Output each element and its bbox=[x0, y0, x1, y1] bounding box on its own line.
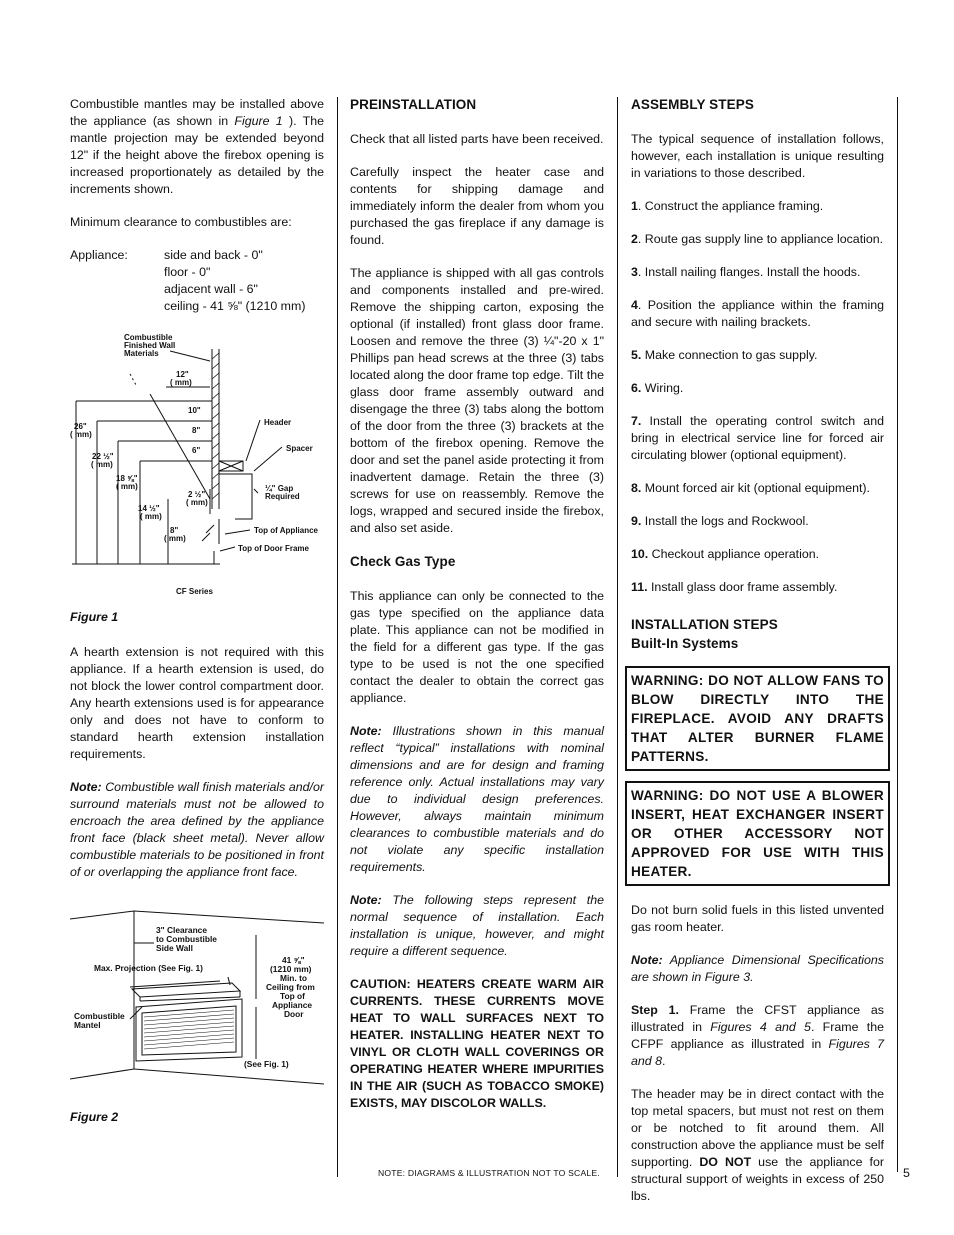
heading-installation-steps: INSTALLATION STEPS bbox=[631, 617, 778, 632]
note-combustible-wall: Note: Combustible wall finish materials and/or surround materials must not be allowed to encroach the area defined by the appliance front face (black sheet metal). Never allow combustible materials to be positioned in front of or overlapping the appliance front face. bbox=[70, 780, 324, 879]
svg-text:Finished Wall: Finished Wall bbox=[124, 341, 176, 350]
svg-text:14 ½": 14 ½" bbox=[138, 504, 160, 513]
svg-text:Min. to: Min. to bbox=[280, 973, 307, 983]
svg-text:( mm): ( mm) bbox=[140, 512, 162, 521]
svg-text:12": 12" bbox=[176, 370, 189, 379]
svg-text:Side Wall: Side Wall bbox=[156, 943, 193, 953]
mantle-paragraph: Combustible mantles may be installed above the appliance (as shown in Figure 1 ). The mantle projection may be extended beyond 12" if the height above the firebox opening is increased proportionately as detailed by the increments shown. bbox=[70, 97, 324, 196]
list-item: 8. Mount forced air kit (optional equipment). bbox=[631, 481, 870, 495]
svg-text:to Combustible: to Combustible bbox=[156, 934, 217, 944]
heading-built-in-systems: Built-In Systems bbox=[631, 636, 739, 651]
column-divider-3 bbox=[897, 97, 898, 1172]
svg-text:8": 8" bbox=[192, 426, 201, 435]
inspect-paragraph: Carefully inspect the heater case and contents for shipping damage and immediately inform the dealer from whom you purchased the gas fireplace if any damage is found. bbox=[350, 165, 604, 247]
clearance-value-side: side and back - 0" bbox=[164, 248, 263, 262]
hearth-paragraph: A hearth extension is not required with this appliance. If a hearth extension is used, do not block the lower control compartment door. Any hearth extensions used is for appearance only and does not have to conform to standard hearth extension installation requirements. bbox=[70, 645, 324, 761]
svg-text:10": 10" bbox=[188, 406, 201, 415]
gas-type-paragraph: This appliance can only be connected to the gas type specified on the appliance data plate. This appliance can not be modified in the field for a different gas type. If the gas type to be used is not the one specified contact the dealer to obtain the correct gas appliance. bbox=[350, 589, 604, 705]
svg-text:41 ⅝": 41 ⅝" bbox=[282, 955, 305, 965]
column-divider-1 bbox=[337, 97, 338, 1177]
svg-text:Top of Door Frame: Top of Door Frame bbox=[238, 544, 309, 553]
assembly-steps-list bbox=[631, 198, 884, 596]
svg-text:8": 8" bbox=[170, 526, 179, 535]
shipping-paragraph: The appliance is shipped with all gas controls and components installed and pre-wired. Remove the shipping carton, exposing the optional (if installed) front glass door frame. Loosen and remove the three (3) ¼"-20 x 1" Phillips pan head screws at the three (3) tabs located along the door frame top edge. Tilt the glass door frame assembly outward and disengage the three (3) tabs along the bottom of the door from the three (3) brackets at the bottom of the firebox opening. Remove the door and set the panel aside protecting it from inadvertent damage. Retain the three (3) screws for use on reassembly. Remove the logs, wrapped and secured inside the firebox, and also set aside. bbox=[350, 266, 604, 535]
svg-text:¼" Gap: ¼" Gap bbox=[265, 484, 294, 493]
clearance-intro: Minimum clearance to combustibles are: bbox=[70, 215, 292, 229]
column-right bbox=[631, 96, 884, 1221]
figure-2-diagram bbox=[70, 909, 324, 1087]
note-sequence: Note: The following steps represent the normal sequence of installation. Each installation is unique, however, and might require a different sequence. bbox=[350, 893, 604, 958]
svg-text:( mm): ( mm) bbox=[70, 430, 92, 439]
svg-text:Header: Header bbox=[264, 418, 292, 427]
heading-check-gas-type: Check Gas Type bbox=[350, 554, 456, 569]
svg-text:( mm): ( mm) bbox=[186, 498, 208, 507]
parts-check-paragraph: Check that all listed parts have been received. bbox=[350, 132, 604, 146]
note-illustrations: Note: Illustrations shown in this manual reflect “typical” installations with nominal dimensions and are for design and framing reference only. Actual installations may vary due to individual design preferences. However, always maintain minimum clearances to combustible materials and do not violate any specific installation requirements. bbox=[350, 724, 604, 874]
page-number: 5 bbox=[903, 1166, 910, 1180]
svg-text:Ceiling from: Ceiling from bbox=[266, 982, 315, 992]
footer-scale-note: NOTE: DIAGRAMS & ILLUSTRATION NOT TO SCALE. bbox=[378, 1168, 600, 1178]
svg-text:CF Series: CF Series bbox=[176, 587, 213, 596]
clearance-label: Appliance: bbox=[70, 248, 128, 262]
svg-text:Required: Required bbox=[265, 492, 300, 501]
figure-1-caption: Figure 1 bbox=[70, 610, 119, 624]
list-item: 7. Install the operating control switch and bring in electrical service line for forced air circulating blower (optional equipment). bbox=[631, 414, 884, 462]
list-item: 1. Construct the appliance framing. bbox=[631, 199, 824, 213]
svg-text:Combustible: Combustible bbox=[74, 1011, 125, 1021]
svg-text:3" Clearance: 3" Clearance bbox=[156, 925, 207, 935]
list-item: 9. Install the logs and Rockwool. bbox=[631, 514, 809, 528]
svg-text:Door: Door bbox=[284, 1009, 304, 1019]
list-item: 2. Route gas supply line to appliance location. bbox=[631, 232, 884, 246]
caution-warm-air: CAUTION: HEATERS CREATE WARM AIR CURRENTS. THESE CURRENTS MOVE HEAT TO WALL SURFACES NEXT TO HEATER. INSTALLING HEATER NEXT TO VINYL OR CLOTH WALL COVERINGS OR OPERATING HEATER WHERE IMPURITIES IN THE AIR (SUCH AS TOBACCO SMOKE) EXISTS, MAY DISCOLOR WALLS. bbox=[350, 977, 604, 1110]
clearance-value-wall: adjacent wall - 6" bbox=[164, 282, 258, 296]
step-1-paragraph: Step 1. Frame the CFST appliance as illustrated in Figures 4 and 5. Frame the CFPF appliance as illustrated in Figures 7 and 8. bbox=[631, 1003, 884, 1068]
svg-text:Spacer: Spacer bbox=[286, 444, 313, 453]
list-item: 11. Install glass door frame assembly. bbox=[631, 580, 838, 594]
svg-text:( mm): ( mm) bbox=[116, 482, 138, 491]
svg-text:( mm): ( mm) bbox=[91, 460, 113, 469]
clearance-value-floor: floor - 0" bbox=[164, 265, 211, 279]
svg-text:Mantel: Mantel bbox=[74, 1020, 101, 1030]
list-item: 10. Checkout appliance operation. bbox=[631, 547, 820, 561]
assembly-intro: The typical sequence of installation follows, however, each installation is unique resulting in variations to those described. bbox=[631, 132, 884, 180]
figure-2-caption: Figure 2 bbox=[70, 1110, 119, 1124]
svg-text:26": 26" bbox=[74, 422, 87, 431]
solid-fuel-paragraph: Do not burn solid fuels in this listed unvented gas room heater. bbox=[631, 903, 884, 934]
svg-text:Top of Appliance: Top of Appliance bbox=[254, 526, 318, 535]
column-middle bbox=[350, 96, 604, 1128]
column-divider-2 bbox=[617, 97, 618, 1177]
figure-1-diagram bbox=[70, 329, 324, 601]
column-left bbox=[70, 96, 324, 1126]
svg-text:6": 6" bbox=[192, 446, 201, 455]
heading-preinstallation: PREINSTALLATION bbox=[350, 97, 477, 112]
warning-blower-box: WARNING: DO NOT USE A BLOWER INSERT, HEAT EXCHANGER INSERT OR OTHER ACCESSORY NOT APPROVED FOR USE WITH THIS HEATER. bbox=[625, 781, 890, 886]
warning-fans-box: WARNING: DO NOT ALLOW FANS TO BLOW DIRECTLY INTO THE FIREPLACE. AVOID ANY DRAFTS THAT ALTER BURNER FLAME PATTERNS. bbox=[625, 666, 890, 771]
svg-text:2 ½": 2 ½" bbox=[188, 490, 206, 499]
clearance-table bbox=[70, 247, 324, 315]
svg-text:Top of: Top of bbox=[280, 991, 305, 1001]
svg-text:(1210 mm): (1210 mm) bbox=[270, 964, 312, 974]
list-item: 3. Install nailing flanges. Install the hoods. bbox=[631, 265, 861, 279]
list-item: 6. Wiring. bbox=[631, 381, 684, 395]
svg-text:(See Fig. 1): (See Fig. 1) bbox=[244, 1059, 289, 1069]
svg-text:22 ½": 22 ½" bbox=[92, 452, 114, 461]
svg-text:Combustible: Combustible bbox=[124, 333, 173, 342]
clearance-value-ceiling: ceiling - 41 ⅝" (1210 mm) bbox=[164, 299, 306, 313]
list-item: 4. Position the appliance within the framing and secure with nailing brackets. bbox=[631, 298, 884, 329]
list-item: 5. Make connection to gas supply. bbox=[631, 348, 818, 362]
svg-text:( mm): ( mm) bbox=[164, 534, 186, 543]
svg-text:18 ⅝": 18 ⅝" bbox=[116, 474, 138, 483]
heading-assembly-steps: ASSEMBLY STEPS bbox=[631, 97, 754, 112]
svg-text:Materials: Materials bbox=[124, 349, 159, 358]
header-paragraph: The header may be in direct contact with the top metal spacers, but must not rest on them or be notched to fit around them. All construction above the appliance must be self supporting. DO NOT use the appliance for structural support of weights in excess of 250 lbs. bbox=[631, 1087, 885, 1203]
svg-text:Appliance: Appliance bbox=[272, 1000, 313, 1010]
note-dimensional-specs: Note: Appliance Dimensional Specifications are shown in Figure 3. bbox=[631, 953, 884, 984]
svg-text:Max. Projection (See Fig. 1): Max. Projection (See Fig. 1) bbox=[94, 963, 203, 973]
svg-text:( mm): ( mm) bbox=[170, 378, 192, 387]
